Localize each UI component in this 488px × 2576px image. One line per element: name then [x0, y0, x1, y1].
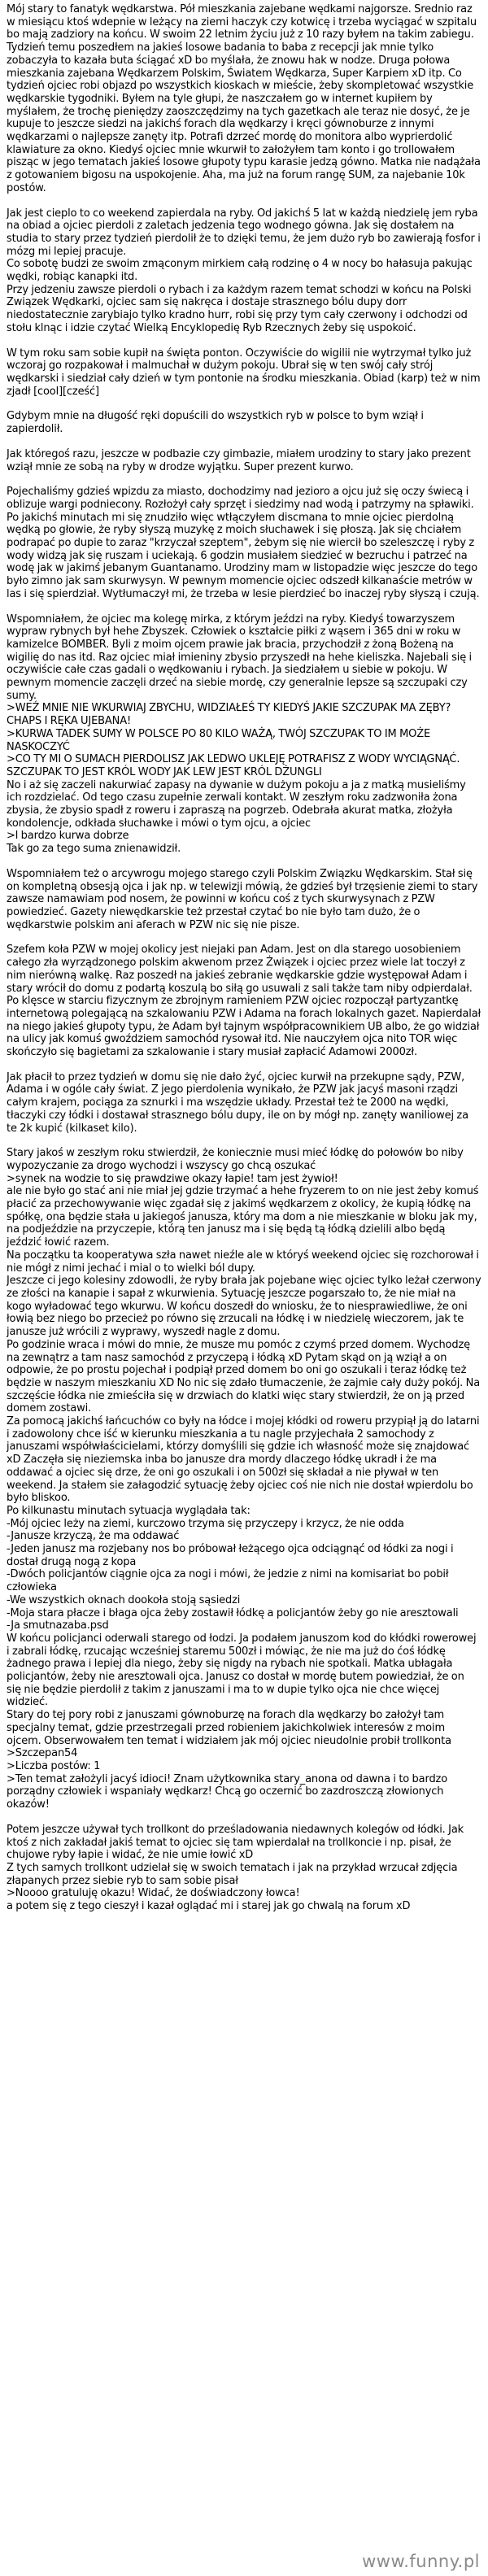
story-paragraph	[7, 944, 481, 1058]
paragraph-line: Gdybym mnie na długość ręki dopuścili do wszystkich ryb w polsce to bym wziął i zapierdolił.	[7, 410, 424, 436]
paragraph-line: >synek na wodzie to się prawdziwe okazy łapie! tam jest żywioł!	[7, 1172, 338, 1185]
paragraph-line: -Dwóch policjantów ciągnie ojca za nogi i mówi, że jedzie z nimi na komisariat bo pobił człowieka	[7, 1568, 449, 1594]
paragraph-line: >WEŹ MNIE NIE WKURWIAJ ZBYCHU, WIDZIAŁEŚ TY KIEDYŚ JAKIE SZCZUPAK MA ZĘBY? CHAPS I RĘKA UJEBANA!	[7, 702, 451, 728]
story-paragraph	[7, 868, 481, 932]
story-paragraph	[7, 207, 481, 335]
paragraph-line: >Ten temat założyli jacyś idioci! Znam użytkownika stary_anona od dawna i to bardzo porządny człowiek i wspaniały wędkarz! Chcą go oczernić bo zazdroszczą złowionych okazów!	[7, 1772, 448, 1811]
paragraph-line: >Noooo gratuluję okazu! Widać, że doświadczony łowca!	[7, 1887, 300, 1900]
paragraph-line: -Mój ojciec leży na ziemi, kurczowo trzyma się przyczepy i krzycz, że nie odda	[7, 1517, 404, 1530]
paragraph-line: Tak go za tego suma znienawidził.	[7, 843, 181, 856]
paragraph-line: Pojechaliśmy gdzieś wpizdu za miasto, dochodzimy nad jezioro a ojcu już się oczy świecą i oblizuje wargi podniecony. Rozłożył cały sprzęt i siedzimy nad wodą i patrzymy na spławiki. Po jakichś minutach mi się znudziło więc wtłączyłem discmana to mnie ojciec pierdolną wędką po głowie, że ryby słyszą muzykę z moich słuchawek i się płoszą. Jak się chciałem podrapać po dupie to zaraz "krzyczał szeptem", żebym się nie wiercił bo szeleszczę i ryby z wody widzą jak się ruszam i uciekają. 6 godzin musiałem siedzieć w bezruchu i patrzeć na wodę jak w jakimś jebanym Guantanamo. Urodziny mam w listopadzie więc jeszcze do tego było zimno jak sam skurwysyn. W pewnym momencie ojciec odszedł kilkanaście metrów w las i się spierdział. Wytłumaczył mi, że trzeba w lesie pierdzieć bo inaczej ryby słyszą i czują.	[7, 486, 480, 600]
paragraph-line: a potem się z tego cieszył i kazał oglądać mi i starej jak go chwalą na forum xD	[7, 1900, 411, 1913]
paragraph-line: Jeszcze ci jego kolesiny zdowodli, że ryby brała jak pojebane więc ojciec tylko leżał czerwony ze złości na kanapie i sapał z wkurwienia. Sytuację jeszcze pogarszało to, że nie miał na kogo wyładować tego wkurwu. W końcu doszedł do wniosku, że to niesprawiedliwe, że oni łowią bez niego bo przecież po równo się zrzucali na łódkę i w niedzielę wieczorem, jak te janusze już wrócili z wyprawy, wyszedł nagle z domu.	[7, 1275, 481, 1339]
paragraph-line: Potem jeszcze używał tych trollkont do prześladowania niedawnych kolegów od łódki. Jak ktoś z nich zakładał jakiś temat to ojciec się tam wpierdalał na trollkoncie i np. pisał, że chujowe ryby łapie i widać, że nie umie łowić xD	[7, 1823, 464, 1862]
paragraph-line: W tym roku sam sobie kupił na święta ponton. Oczywiście do wigilii nie wytrzymał tylko już wczoraj go rozpakował i malmuchał w dużym pokoju. Ubrał się w ten swój cały strój wędkarski i siedział cały dzień w tym pontonie na środku mieszkania. Obiad (karp) też w nim zjadł [cool][cześć]	[7, 347, 481, 398]
paragraph-line: Szefem koła PZW w mojej okolicy jest niejaki pan Adam. Jest on dla starego uosobieniem całego zła wyrządzonego polskim akwenom przez Żwiązek i ojciec przez wiele lat toczył z nim nierówną walkę. Raz poszedł na jakieś zebranie wędkarskie gdzie występował Adam i stary wrócił do domu z podartą koszulą bo siłą go usuwali z sali także tam niby odpierdalał.	[7, 944, 473, 995]
paragraph-line: Po godzinie wraca i mówi do mnie, że musze mu pomóc z czymś przed domem. Wychodzę na zewnątrz a tam nasz samochód z przyczepą i łódką xD Pytam skąd on ją wziął a on odpowie, że po prostu pojechał i podpiął przed domem bo oni go oszukali i teraz łódkę też będzie w naszym mieszkaniu XD No nic się zdało tłumaczenie, że zajmie cały duży pokój. Na szczęście łódka nie zmieściła się w drzwiach do klatki więc stary stwierdził, że on ją przed domem zostawi.	[7, 1338, 481, 1415]
story-paragraph	[7, 486, 481, 600]
paragraph-line: W końcu policjanci oderwali starego od łodzi. Ja podałem januszom kod do kłódki rowerowej i zabrali łódkę, rzucając wcześniej staremu 500zł i mówiąc, że nie ma już do ćoś łódkę żadnego prawa i lepiej dla niego, żeby się nigdy na rybach nie spotkali. Matka ubłagała policjantów, żeby nie aresztowali ojca. Janusz co dostał w mordę butem powiedział, że on się nie będzie pierdolił z takim z januszami i ma to w dupie tylko ojca nie chce więcej widzieć.	[7, 1632, 477, 1709]
paragraph-line: Mój stary to fanatyk wędkarstwa. Pół mieszkania zajebane wędkami najgorsze. Średnio raz w miesiącu ktoś wdepnie w leżący na ziemi haczyk czy kotwicę i trzeba wyciągać w szpitalu bo mają zadziory na końcu. W swoim 22 letnim życiu już z 10 razy byłem na takim zabiegu. Tydzień temu poszedłem na jakieś losowe badania to baba z recepcji jak mnie tylko zobaczyła to kazała buta ściągać xD bo myślała, że znowu hak w nodze. Druga połowa mieszkania zajebana Wędkarzem Polskim, Światem Wędkarza, Super Karpiem xD itp. Co tydzień ojciec robi objazd po wszystkich kioskach w mieście, żeby skompletować wszystkie wędkarskie tygodniki. Byłem na tyle głupi, że naszczałem go w internet kupiłem by myślałem, że trochę pieniędzy zaoszczędzimy na tych gazetkach ale teraz nie dosyć, że je kupuje to jeszcze siedzi na jakichś forach dla wędkarzy i kręci gównoburze z innymi wędkarzami o najlepsze zanęty itp. Potrafi dzrzeć mordę do monitora albo wyprierdolić klawiature za okno. Kiedyś ojciec mnie wkurwił to założyłem tam konto i go trollowałem pisząc w jego tematach jakieś losowe głupoty typu karasie jedzą gówno. Matka nie nadążała z gotowaniem bigosu na uspokojenie. Aha, ma już na forum rangę SUM, za najebanie 10k postów.	[7, 3, 481, 194]
paragraph-line: Jak jest cieplo to co weekend zapierdala na ryby. Od jakichś 5 lat w każdą niedzielę jem ryba na obiad a ojciec pierdoli z zaletach jedzenia tego wodnego gówna. Jak się dostałem na studia to stary przez tydzień pierdolił że to dzięki temu, że jem dużo ryb bo zawierają fosfor i mózg mi lepiej pracuje.	[7, 207, 481, 258]
story-paragraph	[7, 1147, 481, 1811]
paragraph-line: Jak któregoś razu, jeszcze w podbazie czy gimbazie, miałem urodziny to stary jako prezent wziął mnie ze sobą na ryby w drodze wyjątku. Super prezent kurwo.	[7, 447, 471, 473]
paragraph-line: ale nie było go stać ani nie miał jej gdzie trzymać a hehe fryzerem to on nie jest żeby komuś płacić za przechowywanie więc zgadał się z jakimś wędkarzem z okolicy, że kupią łódkę na spółkę, ona będzie stała u jakiegoś janusza, który ma dom a nie mieszkanie w bloku jak my, na podjeździe na przyczepie, którą ten janusz ma i się będą tą łódką dzielili albo będą jeździć łowić razem.	[7, 1185, 479, 1249]
paragraph-line: -Moja stara płacze i błaga ojca żeby zostawił łódkę a policjantów żeby go nie aresztowali	[7, 1606, 459, 1619]
paragraph-line: Po klęsce w starciu fizycznym ze zbrojnym ramieniem PZW ojciec rozpoczął partyzantkę internetową polegającą na szkalowaniu PZW i Adama na forach lokalnych gazet. Napierdalał na niego jakieś głupoty typu, że Adam był tajnym współpracownikiem UB albo, że go widział na ulicy jak komuś gwoździem samochód rysował itd. Nie nauczyłem ojca nito TOR więc skończyło się bagietami za szkalowanie i stary musiał zapłacić Adamowi 2000zł.	[7, 995, 481, 1059]
story-paragraph	[7, 347, 481, 399]
paragraph-line: >CO TY MI O SUMACH PIERDOLISZ JAK LEDWO UKLEJĘ POTRAFISZ Z WODY WYCIĄGNĄĆ. SZCZUPAK TO JEST KRÓL WODY JAK LEW JEST KRÓL DŻUNGLI	[7, 753, 460, 778]
paragraph-line: >l bardzo kurwa dobrze	[7, 830, 129, 843]
paragraph-line: No i aż się zaczeli nakurwiać zapasy na dywanie w dużym pokoju a ja z matką musieliśmy ich rozdzielać. Od tego czasu zupełnie zerwali kontakt. W zeszłym roku zadzwoniła żona zbysia, że zbysio spadł z roweru i zapraszą na pogrzeb. Odebrała akurat matka, złożyła kondolencje, odkłada słuchawke i mówi o tym ojcu, a ojciec	[7, 778, 466, 830]
paragraph-line: >KURWA TADEK SUMY W POLSCE PO 80 KILO WAŻĄ, TWÓJ SZCZUPAK TO IM MOŻE NASKOCZYĆ	[7, 727, 431, 753]
paragraph-line: -We wszystkich oknach dookoła stoją sąsiedzi	[7, 1593, 241, 1606]
paragraph-line: -Jeden janusz ma rozjebany nos bo próbował łeżącego ojca odciągnąć od łódki za nogi i dostał drugą nogą z kopa	[7, 1543, 454, 1568]
story-paragraph	[7, 448, 481, 473]
paragraph-line: >Szczepan54	[7, 1747, 78, 1760]
paragraph-line: Wspomniałem też o arcywrogu mojego starego czyli Polskim Związku Wędkarskim. Stał się on kompletną obsesją ojca i jak np. w telewizji mówią, że gdzieś był trzęsienie ziemi to stary zawsze namawiam pod nosem, że powinni w końcu coś z tych skurwysynach z PZW powiedzieć. Gazety niewędkarskie też przestał czytać bo nie było tam dużo, że o wędkarstwie polskim ani aferach w PZW nic się nie pisze.	[7, 867, 478, 931]
paragraph-line: -Janusze krzyczą, że ma oddawać	[7, 1530, 180, 1543]
story-text	[7, 3, 481, 2549]
story-paragraph	[7, 1071, 481, 1135]
paragraph-line: Z tych samych trollkont udzielał się w swoich tematach i jak na przykład wrzucał zdjęcia złapanych przez siebie ryb to sam sobie pisał	[7, 1861, 458, 1887]
story-paragraph	[7, 3, 481, 195]
paragraph-line: Wspomniałem, że ojciec ma kolegę mirka, z którym jeździ na ryby. Kiedyś towarzyszem wypraw rybnych był hehe Zbyszek. Człowiek o kształcie piłki z wąsem i 365 dni w roku w kamizelce BOMBER. Byli z moim ojcem prawie jak bracia, przychodził z żoną Bożeną na wigilię do nas itd. Raz ojciec miał imieniny zbysio przyszedł na hehe kieliszka. Najebali się i oczywiście całe czas gadali o wędkowaniu i rybach. Ja siedziałem u siebie w pokoju. W pewnym momencie zaczęli drzeć na siebie mordę, czy generalnie lepsze są szczupaki czy sumy.	[7, 612, 472, 702]
paragraph-line: Na początku ta kooperatywa szła nawet nieźle ale w któryś weekend ojciec się rozchorował i nie mógł z nimi jechać i mial o to wielki ból dupy.	[7, 1249, 479, 1275]
story-paragraph	[7, 1824, 481, 1913]
story-paragraph	[7, 410, 481, 435]
paragraph-line: -Ja smutnazaba.psd	[7, 1619, 109, 1632]
paragraph-line: >Liczba postów: 1	[7, 1760, 101, 1772]
paragraph-line: Za pomocą jakichś łańcuchów co były na łódce i mojej kłódki od roweru przypiął ją do latarni i zadowolony chce iść w kierunku mieszkania a tu nagle przyjechała 2 samochody z januszami współwłaścicielami, którzy domyślili się gdzie ich własność może się znajdować xD Zaczęła się nieziemska inba bo janusze dra mordy dlaczego łódkę ukradł i że ma oddawać a ojciec się drze, że oni go oszukali i on 500zł się składał a nie pływał w ten weekend. Ja stałem sie załagodzić sytuację żeby ojciec coś nie nich nie dostał wpierdolu bo było bliskoo.	[7, 1415, 480, 1505]
paragraph-line: Co sobotę budzi ze swoim zmąconym mirkiem całą rodzinę o 4 w nocy bo hałasuja pakując wędki, robiąc kanapki itd.	[7, 258, 473, 284]
paragraph-line: Jak płacił to przez tydzień w domu się nie dało żyć, ojciec kurwił na przekupne sądy, PZW, Adama i w ogóle cały świat. Z jego pierdolenia wynikało, że PZW jak jacyś masoni rządzi całym krajem, pociąga za sznurki i ma wszędzie układy. Przestał też te 2000 na wędki, tłaczyki czy łódki i dostawał strasznego bólu dupy, ile on by mógł np. zanęty waniliowej za te 2k kupić (kilkaset kilo).	[7, 1070, 468, 1135]
story-paragraph	[7, 613, 481, 856]
paragraph-line: Przy jedzeniu zawsze pierdoli o rybach i za każdym razem temat schodzi w końcu na Polski Związek Wędkarki, ojciec sam się nakręca i dostaje strasznego bólu dupy dorr niedostatecznie zarybiajo tylko kradno hurr, robi się przy tym cały czerwony i odchodzi od stołu klnąc i idzie czytać Wielką Encyklopedię Ryb Rzecznych żeby się uspokoić.	[7, 283, 472, 334]
paragraph-line: Stary jakoś w zeszłym roku stwierdził, że koniecznie musi mieć łódkę do połowów bo niby wypozyczanie za drogo wychodzi i wszyscy go chcą oszukać	[7, 1147, 464, 1172]
paragraph-line: Po kilkunastu minutach sytuacja wyglądała tak:	[7, 1504, 251, 1517]
paragraph-line: Stary do tej pory robi z januszami gównoburzę na forach dla wędkarzy bo założył tam specjalny temat, gdzie przestrzegali przed robieniem jakichkolwiek interesów z moim ojcem. Obserwowałem ten temat i widziałem jak mój ojciec nieudolnie probił trollkonta	[7, 1709, 451, 1747]
funny-pl-watermark: www.funny.pl	[362, 2552, 480, 2571]
